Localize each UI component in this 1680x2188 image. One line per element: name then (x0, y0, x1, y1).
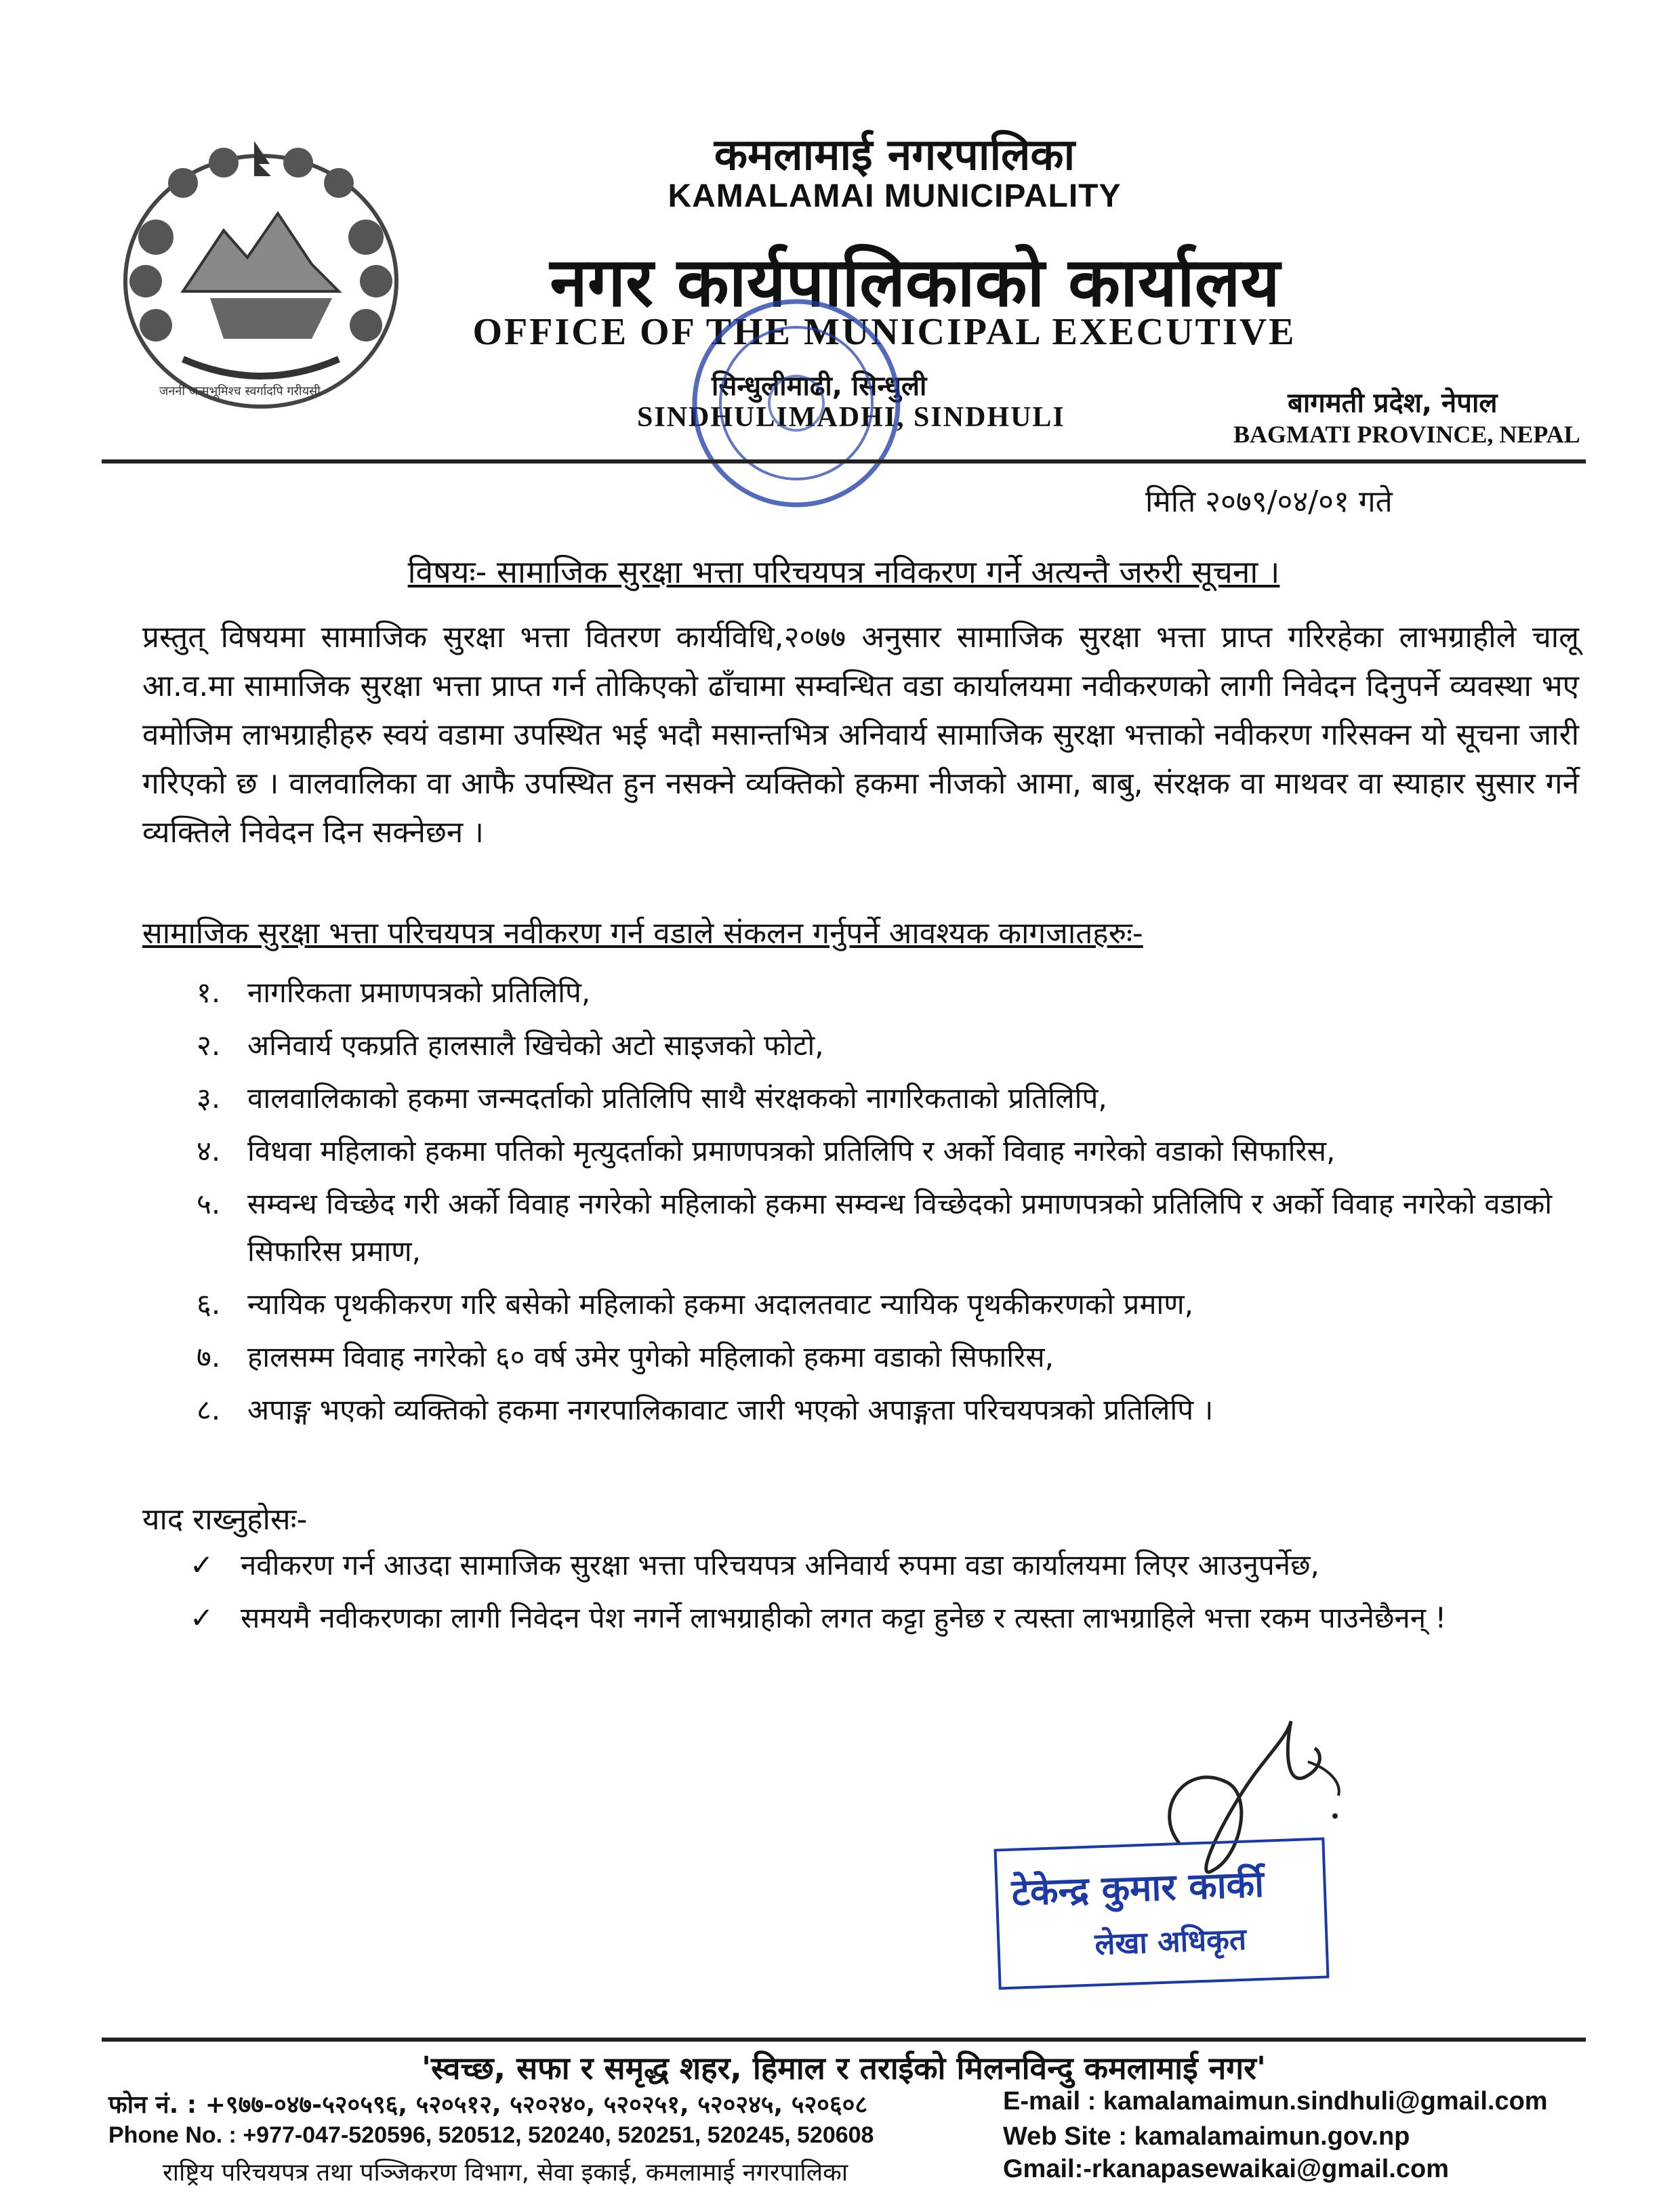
signatory-name: टेकेन्द्र कुमार कार्की (1010, 1862, 1265, 1914)
office-title-en: OFFICE OF THE MUNICIPAL EXECUTIVE (472, 311, 1296, 353)
municipality-name-en: KAMALAMAI MUNICIPALITY (668, 178, 1122, 214)
list-item: २. अनिवार्य एकप्रति हालसालै खिचेको अटो साइजको फोटो, (197, 1029, 824, 1062)
footer-divider (102, 2038, 1586, 2042)
list-item: ६. न्यायिक पृथकीकरण गरि बसेको महिलाको हकमा अदालतवाट न्यायिक पृथकीकरणको प्रमाण, (197, 1287, 1194, 1321)
list-item: ३. वालवालिकाको हकमा जन्मदर्ताको प्रतिलिपि साथै संरक्षकको नागरिकताको प्रतिलिपि, (197, 1081, 1107, 1115)
list-item: ४. विधवा महिलाको हकमा पतिको मृत्युदर्ताको प्रमाणपत्रको प्रतिलिपि र अर्को विवाह नगरेको वडाको सिफारिस, (197, 1134, 1336, 1168)
footer-gmail: Gmail:-rkanapasewaikai@gmail.com (1003, 2155, 1449, 2183)
list-item: ७. हालसम्म विवाह नगरेको ६० वर्ष उमेर पुगेको महिलाको हकमा वडाको सिफारिस, (197, 1340, 1054, 1374)
footer-phone-en: Phone No. : +977-047-520596, 520512, 520240, 520251, 520245, 520608 (108, 2122, 874, 2148)
footer-website: Web Site : kamalamaimun.gov.np (1003, 2122, 1410, 2151)
footer-department: राष्ट्रिय परिचयपत्र तथा पञ्जिकरण विभाग, सेवा इकाई, कमलामाई नगरपालिका (163, 2159, 848, 2187)
footer-email: E-mail : kamalamaimun.sindhuli@gmail.com (1003, 2087, 1548, 2115)
list-item: ✓ नवीकरण गर्न आउदा सामाजिक सुरक्षा भत्ता परिचयपत्र अनिवार्य रुपमा वडा कार्यालयमा लिएर आउनुपर्नेछ, (190, 1542, 1572, 1589)
notice-body: प्रस्तुत् विषयमा सामाजिक सुरक्षा भत्ता वितरण कार्यविधि,२०७७ अनुसार सामाजिक सुरक्षा भत्ता प्राप्त गरिरहेका लाभग्राहीले चालू आ.व.मा सामाजिक सुरक्षा भत्ता प्राप्त गर्न तोकिएको ढाँचामा सम्वन्धित वडा कार्यालयमा नवीकरणको लागी निवेदन दिनुपर्ने व्यवस्था भए वमोजिम लाभग्राहीहरु स्वयं वडामा उपस्थित भई भदौ मसान्तभित्र अनिवार्य सामाजिक सुरक्षा भत्ताको नवीकरण गरिसक्न यो सूचना जारी गरिएको छ । वालवालिका वा आफै उपस्थित हुन नसक्ने व्यक्तिको हकमा नीजको आमा, बाबु, संरक्षक वा माथवर वा स्याहार सुसार गर्ने व्यक्तिले निवेदन दिन सक्नेछन । (142, 620, 1579, 850)
location-en: SINDHULIMADHI, SINDHULI (637, 402, 1065, 433)
check-icon: ✓ (190, 1548, 214, 1582)
notice-subject: विषयः- सामाजिक सुरक्षा भत्ता परिचयपत्र नविकरण गर्ने अत्यन्तै जरुरी सूचना । (407, 554, 1280, 590)
remember-list (190, 1542, 1572, 1647)
municipality-name-np: कमलामाई नगरपालिका (714, 130, 1075, 180)
header-divider (102, 459, 1586, 463)
signature-stamp (994, 1838, 1330, 1990)
office-title-np: नगर कार्यपालिकाको कार्यालय (550, 243, 1280, 322)
location-np: सिन्धुलीमाढी, सिन्धुली (712, 371, 927, 402)
list-item: ८. अपाङ्ग भएको व्यक्तिको हकमा नगरपालिकावाट जारी भएको अपाङ्गता परिचयपत्रको प्रतिलिपि । (197, 1393, 1214, 1426)
office-seal-stamp-icon (684, 291, 908, 515)
signatory-title: लेखा अधिकृत (1094, 1922, 1247, 1962)
notice-date: मिति २०७९/०४/०१ गते (1145, 484, 1393, 519)
footer-phone-np: फोन नं. : +९७७-०४७-५२०५९६, ५२०५१२, ५२०२४०, ५२०२५१, ५२०२४५, ५२०६०८ (108, 2091, 868, 2119)
list-item: ✓ समयमै नवीकरणका लागी निवेदन पेश नगर्ने लाभग्राहीको लगत कट्टा हुनेछ र त्यस्ता लाभग्राहिले भत्ता रकम पाउनेछैनन् ! (190, 1594, 1572, 1642)
check-icon: ✓ (190, 1601, 214, 1634)
remember-heading: याद राख्नुहोसः- (142, 1502, 308, 1537)
documents-heading: सामाजिक सुरक्षा भत्ता परिचयपत्र नवीकरण गर्न वडाले संकलन गर्नुपर्ने आवश्यक कागजातहरुः- (142, 916, 1143, 951)
emblem-motto: जननी जन्मभूमिश्च स्वर्गादपि गरीयसी (159, 384, 321, 398)
footer-slogan: 'स्वच्छ, सफा र समृद्ध शहर, हिमाल र तराईको मिलनविन्दु कमलामाई नगर' (421, 2050, 1267, 2086)
list-item: १. नागरिकता प्रमाणपत्रको प्रतिलिपि, (197, 976, 591, 1009)
documents-list (197, 969, 1559, 1439)
list-item: ५. सम्वन्ध विच्छेद गरी अर्को विवाह नगरेको महिलाको हकमा सम्वन्ध विच्छेदको प्रमाणपत्रको प्रतिलिपि र अर्को विवाह नगरेको वडाको सिफारिस प्रमाण, (197, 1187, 1553, 1268)
province-en: BAGMATI PROVINCE, NEPAL (1233, 421, 1580, 448)
province-np: बागमती प्रदेश, नेपाल (1288, 388, 1498, 419)
nepal-emblem-icon (108, 136, 413, 420)
